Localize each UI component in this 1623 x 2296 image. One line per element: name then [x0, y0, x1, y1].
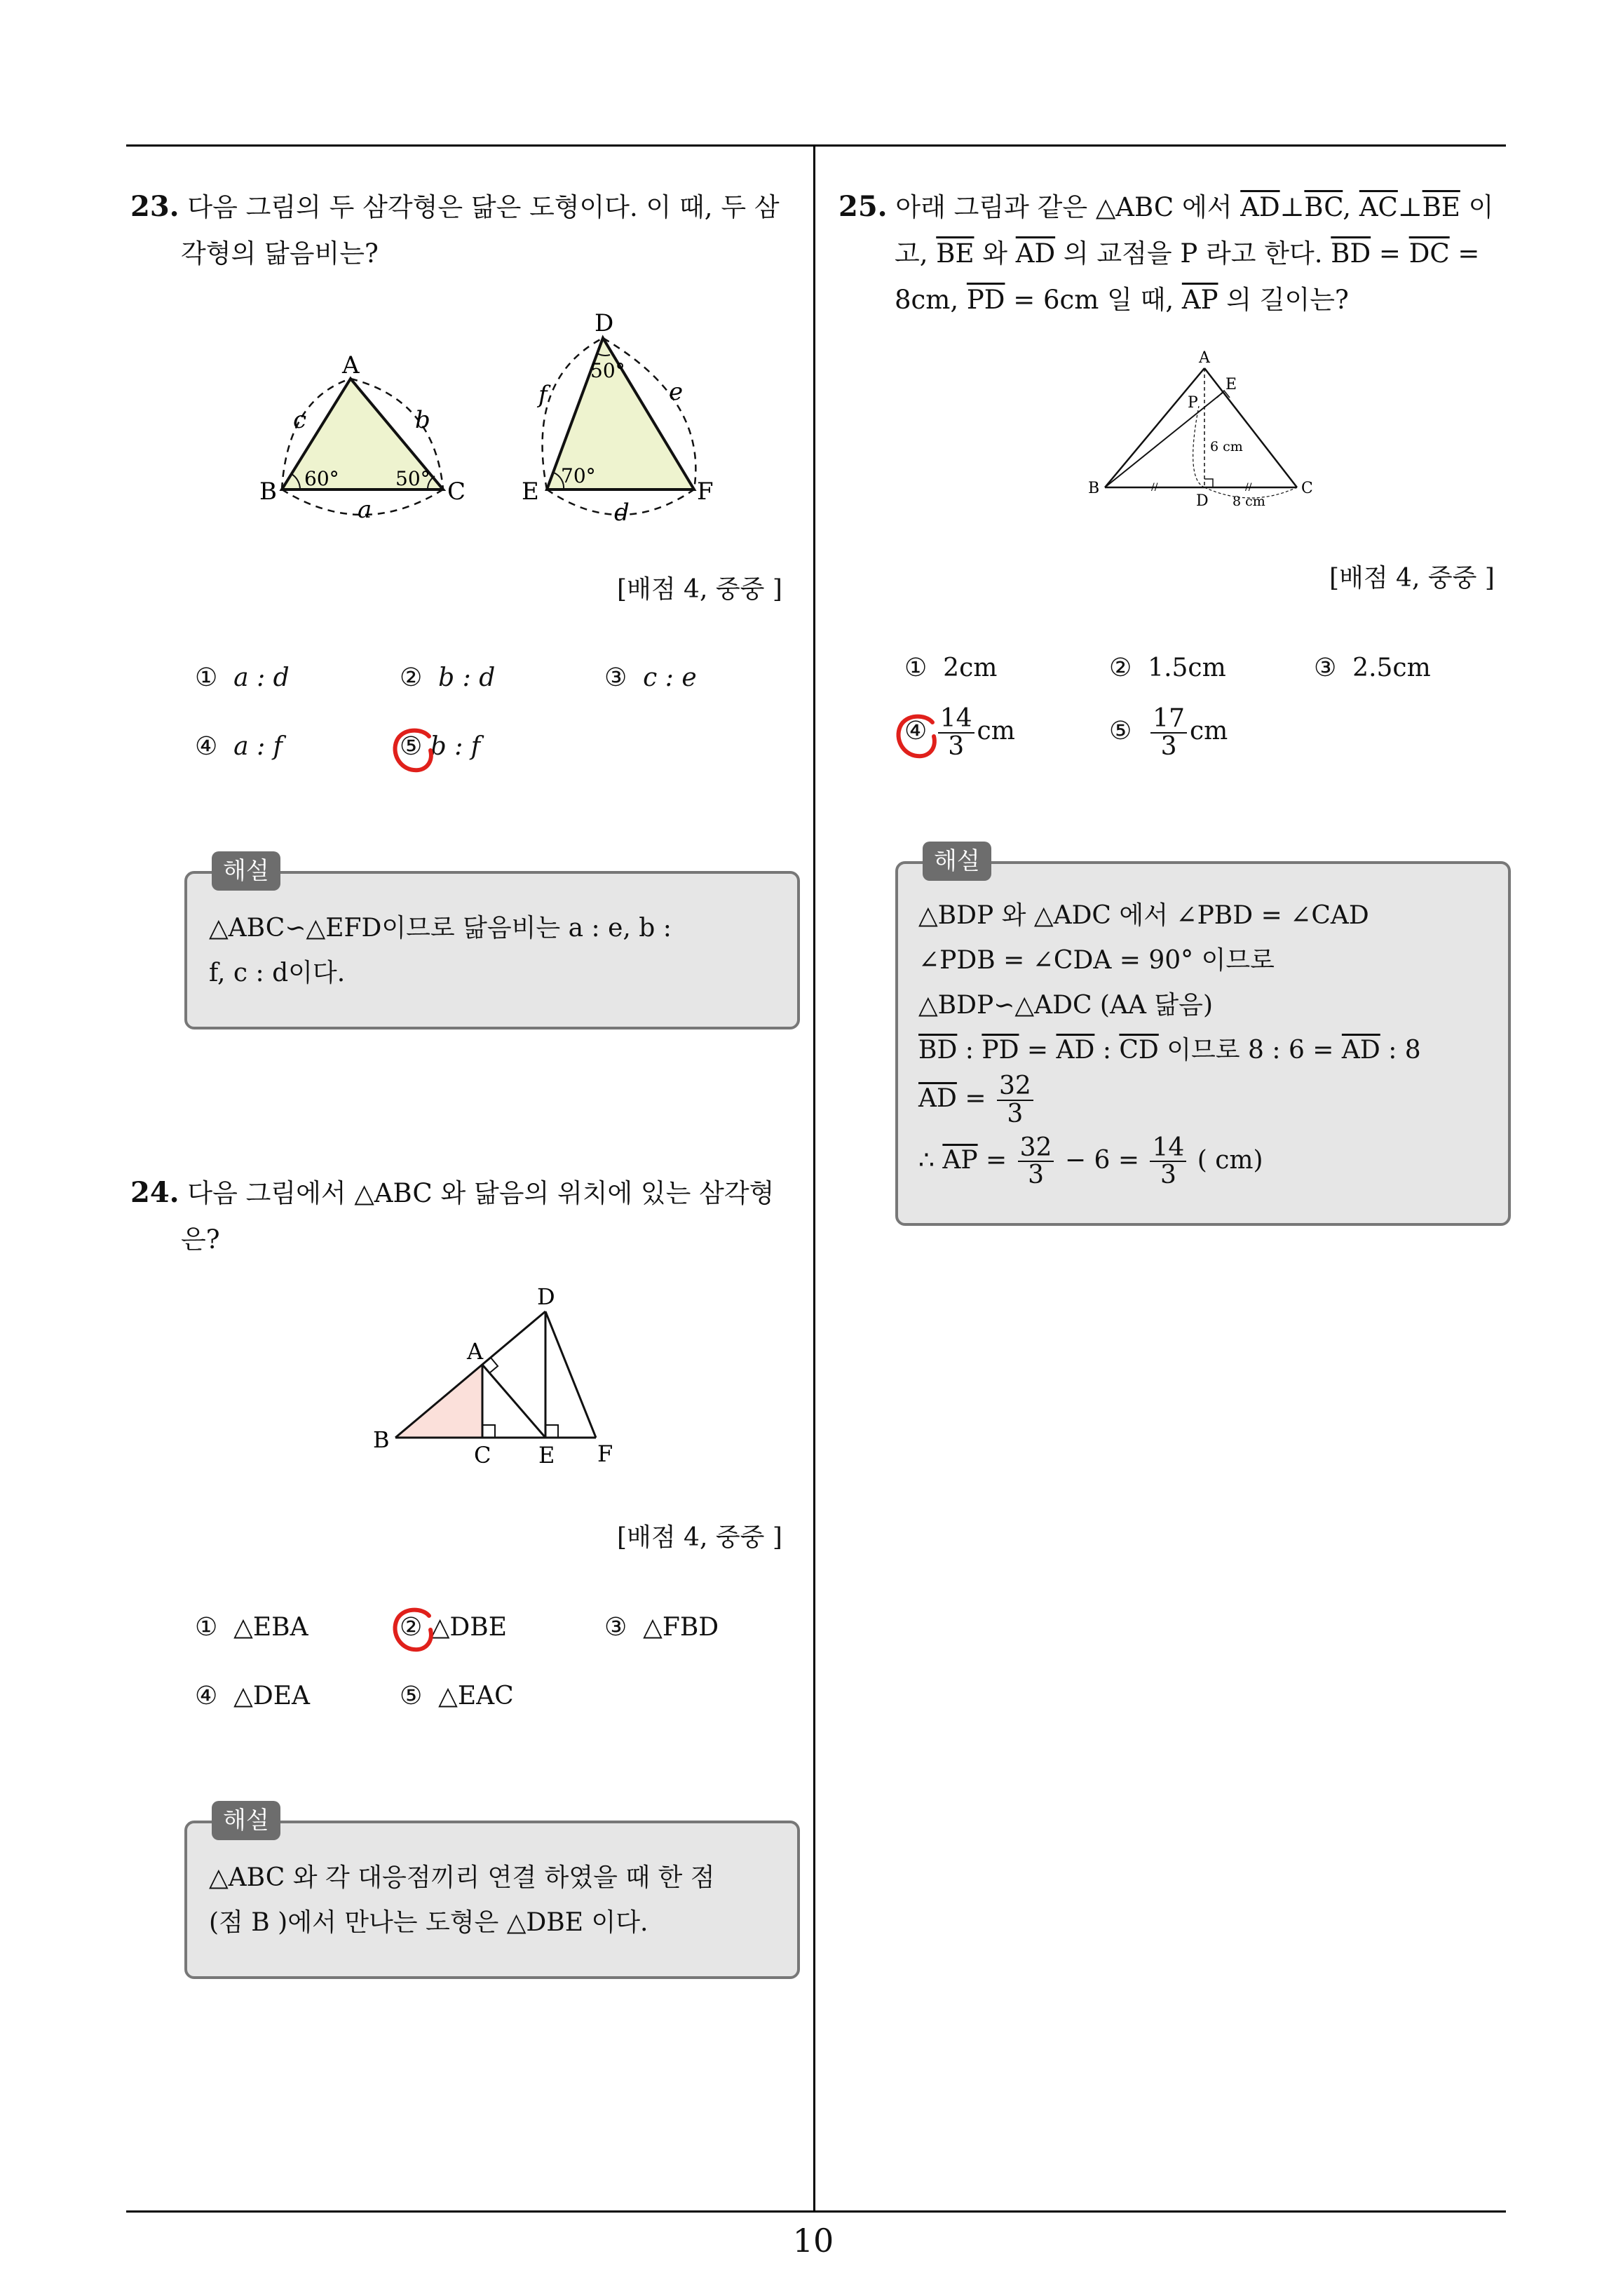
q25-line3-ap: $\overline{AP}$: [1181, 285, 1218, 315]
q24-solution-tag: 해설: [212, 1801, 280, 1840]
q25-label-B: B: [1088, 480, 1100, 497]
q23-angle-E: 70°: [561, 464, 596, 487]
q25-line1-text: 아래 그림과 같은 △ABC 에서: [895, 192, 1241, 222]
q25-sol-l4-ad2: $\overline{AD}$: [1341, 1036, 1380, 1065]
q23-number: 23.: [130, 190, 179, 223]
q25-sol-l6-ap: $\overline{AP}$: [942, 1145, 978, 1175]
q25-line2-eq: =: [1371, 238, 1409, 269]
q24-text: [130, 1170, 803, 1263]
q25-sol-l6-eq: =: [977, 1145, 1015, 1175]
q23-angle-C: 50°: [395, 467, 430, 490]
q25-sol-l6-unit: ( cm): [1189, 1145, 1263, 1175]
q23-option-2-marker: ②: [400, 663, 423, 692]
q25-sol-line3: △BDP∽△ADC (AA 닮음): [918, 991, 1214, 1020]
q25-line3-start: 8cm,: [895, 285, 967, 315]
q25-line2-eq2: =: [1449, 238, 1480, 269]
q23-option-3[interactable]: [604, 663, 697, 692]
q25-line3-end: 의 길이는?: [1218, 285, 1349, 315]
column-divider: [813, 144, 815, 2212]
q24-option-4-label: △DEA: [233, 1682, 310, 1710]
q25-line2-dc: $\overline{DC}$: [1408, 238, 1450, 269]
q25-option-3[interactable]: [1314, 654, 1431, 682]
q23-option-3-label: c : e: [643, 663, 697, 692]
q24-line2: 은?: [181, 1224, 220, 1255]
q25-option-2[interactable]: [1109, 654, 1226, 682]
q25-label-pd: 6 cm: [1210, 439, 1243, 454]
q23-label-E: E: [522, 478, 539, 506]
q25-solution-tag: 해설: [923, 842, 991, 881]
q25-label-E: E: [1225, 376, 1237, 393]
q25-option-1[interactable]: [904, 654, 997, 682]
q25-sol-l6-therefore: ∴: [918, 1145, 943, 1175]
q25-score: [배점 4, 중중 ]: [1329, 564, 1495, 593]
q25-sol-l4-end: : 8: [1380, 1036, 1421, 1065]
q25-sol-l5-eq: =: [956, 1083, 994, 1113]
q23-option-5-label: b : f: [430, 732, 481, 761]
q24-solution-line1: △ABC 와 각 대응점끼리 연결 하였을 때 한 점: [209, 1863, 715, 1892]
q23-figure: [259, 295, 736, 526]
q24-solution-text: [209, 1856, 784, 1945]
bottom-rule: [126, 2210, 1506, 2213]
q25-sol-l6-den2: 3: [1160, 1161, 1176, 1190]
q25-option-4-den: 3: [948, 731, 965, 761]
q25-sol-line4: [918, 1028, 1493, 1073]
q24-label-A: A: [467, 1338, 484, 1365]
q23-answer-circle-icon: [387, 722, 443, 778]
q25-sol-l4-c2: :: [1094, 1036, 1120, 1065]
q25-line3-pd: $\overline{PD}$: [966, 285, 1005, 315]
q25-sol-l5-num: 32: [997, 1073, 1033, 1101]
q24-answer-circle-icon: [387, 1602, 443, 1658]
q24-option-2-label: △DBE: [430, 1613, 508, 1642]
q25-label-A: A: [1199, 349, 1210, 367]
q25-sol-l4-bd: $\overline{BD}$: [918, 1036, 958, 1065]
q23-angle-B: 60°: [304, 467, 339, 490]
q25-option-1-label: 2cm: [943, 654, 998, 682]
q24-number: 24.: [130, 1176, 179, 1209]
q24-option-1-marker: ①: [195, 1613, 218, 1642]
q25-option-4-marker: ④: [904, 716, 928, 745]
q25-sol-l5-ad: $\overline{AD}$: [918, 1083, 957, 1113]
q23-option-4-label: a : f: [233, 732, 283, 761]
q24-option-4[interactable]: [195, 1682, 310, 1710]
q25-sol-line1: △BDP 와 △ADC 에서 ∠PBD = ∠CAD: [918, 901, 1369, 930]
q23-label-F: F: [697, 478, 714, 506]
q25-label-D: D: [1196, 492, 1209, 510]
q24-option-4-marker: ④: [195, 1682, 218, 1710]
q23-line1: 다음 그림의 두 삼각형은 닮은 도형이다. 이 때, 두 삼: [187, 192, 780, 222]
q25-sol-l6-mid: − 6 =: [1057, 1145, 1148, 1175]
q25-line3-mid: = 6cm 일 때,: [1005, 285, 1182, 315]
q25-label-P: P: [1188, 394, 1198, 412]
q25-sol-l6-den1: 3: [1028, 1161, 1045, 1190]
q23-label-b: b: [415, 406, 430, 434]
q25-line2: [838, 231, 1512, 277]
q23-option-1[interactable]: [195, 663, 290, 692]
q25-number: 25.: [838, 190, 888, 223]
q25-option-5-marker: ⑤: [1109, 716, 1132, 745]
q23-label-c: c: [293, 406, 307, 434]
q24-figure: [365, 1276, 631, 1473]
q25-line2-start: 고,: [895, 238, 937, 269]
q25-option-1-marker: ①: [904, 654, 928, 682]
q25-label-C: C: [1301, 480, 1313, 497]
q25-line1-end: 이: [1460, 192, 1494, 222]
q25-option-5-unit: cm: [1189, 716, 1228, 745]
q23-solution-line1: △ABC∽△EFD이므로 닮음비는 a : e, b :: [209, 914, 672, 943]
q25-line2-ad: $\overline{AD}$: [1015, 238, 1056, 269]
q23-label-A: A: [342, 351, 360, 379]
q23-option-3-marker: ③: [604, 663, 627, 692]
q24-label-F: F: [597, 1440, 613, 1467]
q25-line3: [838, 277, 1512, 323]
q23-angle-D: 50°: [590, 359, 625, 382]
q23-label-e: e: [669, 378, 684, 406]
q25-line2-be: $\overline{BE}$: [936, 238, 975, 269]
q25-option-5-den: 3: [1160, 731, 1177, 761]
q25-line1-perp2: ⊥: [1397, 192, 1422, 222]
q23-label-f: f: [538, 381, 548, 409]
q25-figure: [1080, 347, 1332, 515]
q25-option-2-marker: ②: [1109, 654, 1132, 682]
q25-answer-circle-icon: [890, 708, 946, 764]
q25-sol-l6-num2: 14: [1150, 1135, 1186, 1163]
q25-sol-line5: [918, 1073, 1493, 1128]
q23-option-2[interactable]: [400, 663, 495, 692]
top-rule: [126, 144, 1506, 147]
q23-solution-text: [209, 906, 784, 996]
q24-label-D: D: [537, 1283, 555, 1310]
q25-line1-be: $\overline{BE}$: [1422, 192, 1460, 222]
q24-option-1[interactable]: [195, 1613, 308, 1642]
q25-sol-l4-eq: =: [1019, 1036, 1057, 1065]
q23-option-2-label: b : d: [438, 663, 496, 692]
q24-option-5-label: △EAC: [438, 1682, 514, 1710]
q23-score: [배점 4, 중중 ]: [617, 575, 782, 604]
q23-label-B: B: [259, 478, 277, 506]
q25-label-dc: 8 cm: [1232, 494, 1265, 509]
q24-label-C: C: [474, 1442, 491, 1468]
q25-line2-mid: 의 교점을 P 라고 한다.: [1055, 238, 1331, 269]
q25-sol-l5-den: 3: [1007, 1099, 1024, 1128]
q25-line1-bc: $\overline{BC}$: [1304, 192, 1343, 222]
q23-label-D: D: [595, 309, 614, 337]
q25-line1-ac: $\overline{AC}$: [1359, 192, 1398, 222]
q23-option-4-marker: ④: [195, 732, 218, 761]
q25-line2-wa: 와: [974, 238, 1016, 269]
q25-sol-l4-ad: $\overline{AD}$: [1056, 1036, 1095, 1065]
q23-line2: 각형의 닮음비는?: [181, 238, 379, 269]
page-number: 10: [792, 2222, 834, 2260]
q24-option-1-label: △EBA: [233, 1613, 308, 1642]
q25-option-5[interactable]: [1109, 705, 1228, 760]
q23-option-1-label: a : d: [233, 663, 290, 692]
q25-line1: [838, 184, 1512, 231]
q24-option-3-marker: ③: [604, 1613, 627, 1642]
q23-label-a: a: [358, 496, 372, 524]
q24-label-E: E: [538, 1442, 555, 1468]
q23-option-4[interactable]: [195, 732, 283, 761]
q24-option-5[interactable]: [400, 1682, 514, 1710]
q25-line1-ad: $\overline{AD}$: [1240, 192, 1280, 222]
q25-option-4-unit: cm: [977, 716, 1015, 745]
q24-option-2-marker: ②: [400, 1613, 423, 1642]
q25-option-2-label: 1.5cm: [1148, 654, 1226, 682]
q25-sol-l4-cd: $\overline{CD}$: [1119, 1036, 1159, 1065]
q25-sol-l5-fraction: [997, 1073, 1033, 1128]
q24-option-3-label: △FBD: [643, 1613, 719, 1642]
q25-sol-line6: [918, 1135, 1493, 1189]
q24-label-B: B: [373, 1426, 390, 1453]
q23-label-d: d: [614, 499, 630, 526]
q25-line2-bd: $\overline{BD}$: [1331, 238, 1371, 269]
q23-solution-tag: 해설: [212, 851, 280, 891]
q24-solution-line2: (점 B )에서 만나는 도형은 △DBE 이다.: [209, 1908, 648, 1937]
q25-text: [838, 184, 1512, 323]
q25-tick-dc: //: [1245, 482, 1252, 493]
q25-sol-l6-fraction2: [1150, 1135, 1186, 1189]
q25-sol-line2: ∠PDB = ∠CDA = 90° 이므로: [918, 946, 1275, 975]
q25-tick-bd: //: [1151, 482, 1158, 493]
q25-option-5-fraction: [1150, 705, 1187, 760]
q25-solution-text: [918, 893, 1493, 1189]
q25-sol-l6-num1: 32: [1018, 1135, 1054, 1163]
q25-option-5-num: 17: [1150, 705, 1187, 734]
q24-option-5-marker: ⑤: [400, 1682, 423, 1710]
q25-option-3-marker: ③: [1314, 654, 1337, 682]
q23-option-1-marker: ①: [195, 663, 218, 692]
q25-option-3-label: 2.5cm: [1352, 654, 1431, 682]
q23-text: [130, 184, 803, 277]
q25-option-4-num: 14: [938, 705, 975, 734]
q25-line1-perp1: ⊥: [1279, 192, 1305, 222]
q25-sol-l6-fraction1: [1018, 1135, 1054, 1189]
q24-option-3[interactable]: [604, 1613, 719, 1642]
q23-label-C: C: [447, 478, 466, 506]
q25-sol-l4-c1: :: [957, 1036, 982, 1065]
q24-score: [배점 4, 중중 ]: [617, 1523, 782, 1552]
q25-sol-l4-pd: $\overline{PD}$: [982, 1036, 1019, 1065]
q25-sol-l4-rest: 이므로 8 : 6 =: [1158, 1036, 1342, 1065]
q25-line1-comma: ,: [1343, 192, 1359, 222]
q23-option-5-marker: ⑤: [400, 732, 423, 761]
q24-line1: 다음 그림에서 △ABC 와 닮음의 위치에 있는 삼각형: [187, 1178, 775, 1208]
q23-solution-line2: f, c : d이다.: [209, 959, 346, 987]
